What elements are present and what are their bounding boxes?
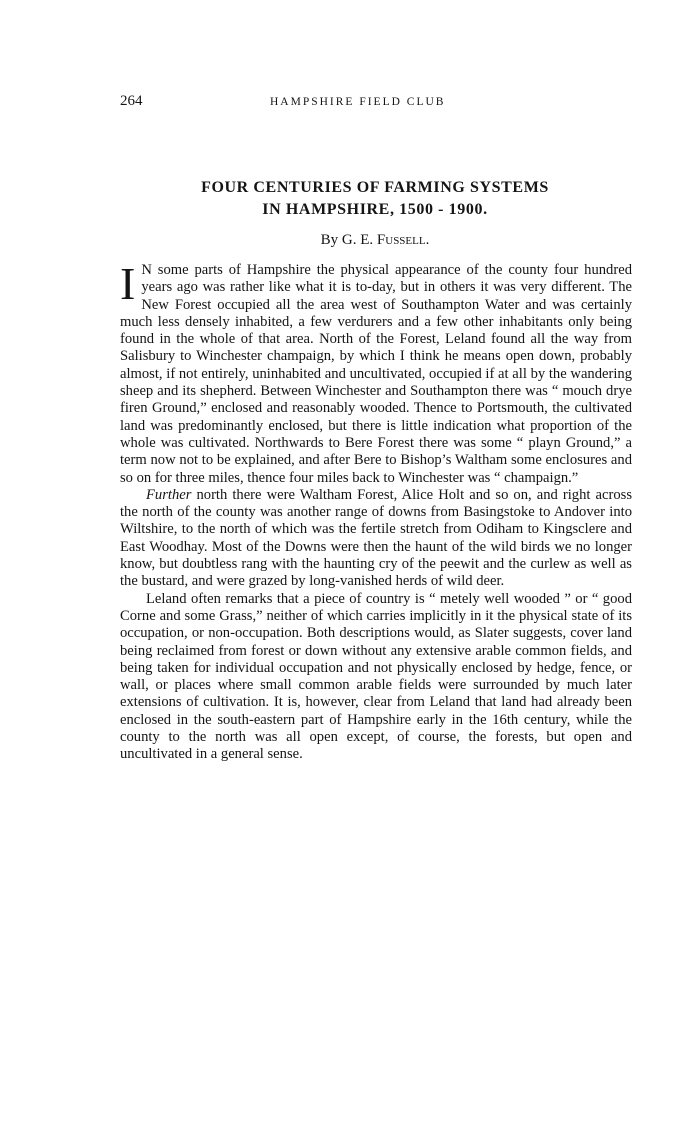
paragraph-2-lead: Further	[146, 486, 192, 503]
author-name: Fussell.	[376, 232, 430, 248]
title-line-1: FOUR CENTURIES OF FARMING SYSTEMS	[201, 179, 549, 196]
paragraph-1	[120, 258, 632, 487]
drop-cap: I	[120, 258, 136, 309]
page-number: 264	[120, 93, 143, 109]
article-body	[120, 258, 632, 764]
paragraph-3-text: Leland often remarks that a piece of country is “ metely well wooded ” or “ good Corne and some Grass,” neither of which carries implicitly in it the physical state of its occupation, or non-occupation. Both descriptions would, as Slater suggests, cover land being reclaimed from forest or down without any extensive arable common fields, and being taken for individual occupation and not physically enclosed by hedge, fence, or wall, or places where small common arable fields were surrounded by much later extensions of cultivation. It is, however, clear from Leland that land had already been enclosed in the south-eastern part of Hampshire early in the 16th century, while the county to the north was all open except, of course, the forests, but open and uncultivated in a general sense.	[120, 590, 632, 763]
paragraph-2-text: north there were Waltham Forest, Alice Holt and so on, and right across the north of the county was another range of downs from Basingstoke to Andover into Wiltshire, to the north of which was the fertile stretch from Odiham to Kingsclere and East Woodhay. Most of the Downs were then the haunt of the wild birds we no longer know, but doubtless rang with the haunting cry of the peewit and the curlew as well as the bustard, and were grazed by long-vanished herds of wild deer.	[120, 486, 632, 590]
paragraph-3	[120, 591, 632, 764]
paragraph-2	[120, 487, 632, 591]
byline	[120, 232, 630, 249]
title-line-2: IN HAMPSHIRE, 1500 - 1900.	[262, 201, 488, 218]
running-head: HAMPSHIRE FIELD CLUB	[270, 96, 446, 108]
article-title	[120, 177, 630, 221]
byline-prefix: By G. E.	[320, 232, 374, 248]
paragraph-1-text: N some parts of Hampshire the physical appearance of the county four hundred years ago was rather like what it is to-day, but in others it was very different. The New Forest occupied all the area west of Southampton Water and was certainly much less densely inhabited, a few verdurers and a few other inhabitants only being found in the whole of that area. North of the Forest, Leland found all the way from Salisbury to Winchester champaign, by which I think he means open down, probably almost, if not entirely, uninhabited and uncultivated, occupied if at all by the wandering sheep and its shepherd. Between Winchester and Southampton there was “ mouch drye firen Ground,” enclosed and reasonably wooded. Thence to Portsmouth, the cultivated land was predominantly enclosed, but there is little indication what proportion of the whole was cultivated. Northwards to Bere Forest there was some “ playn Ground,” a term now not to be explained, and after Bere to Bishop’s Waltham some enclosures and so on for three miles, thence four miles back to Winchester was “ champaign.”	[120, 262, 632, 486]
